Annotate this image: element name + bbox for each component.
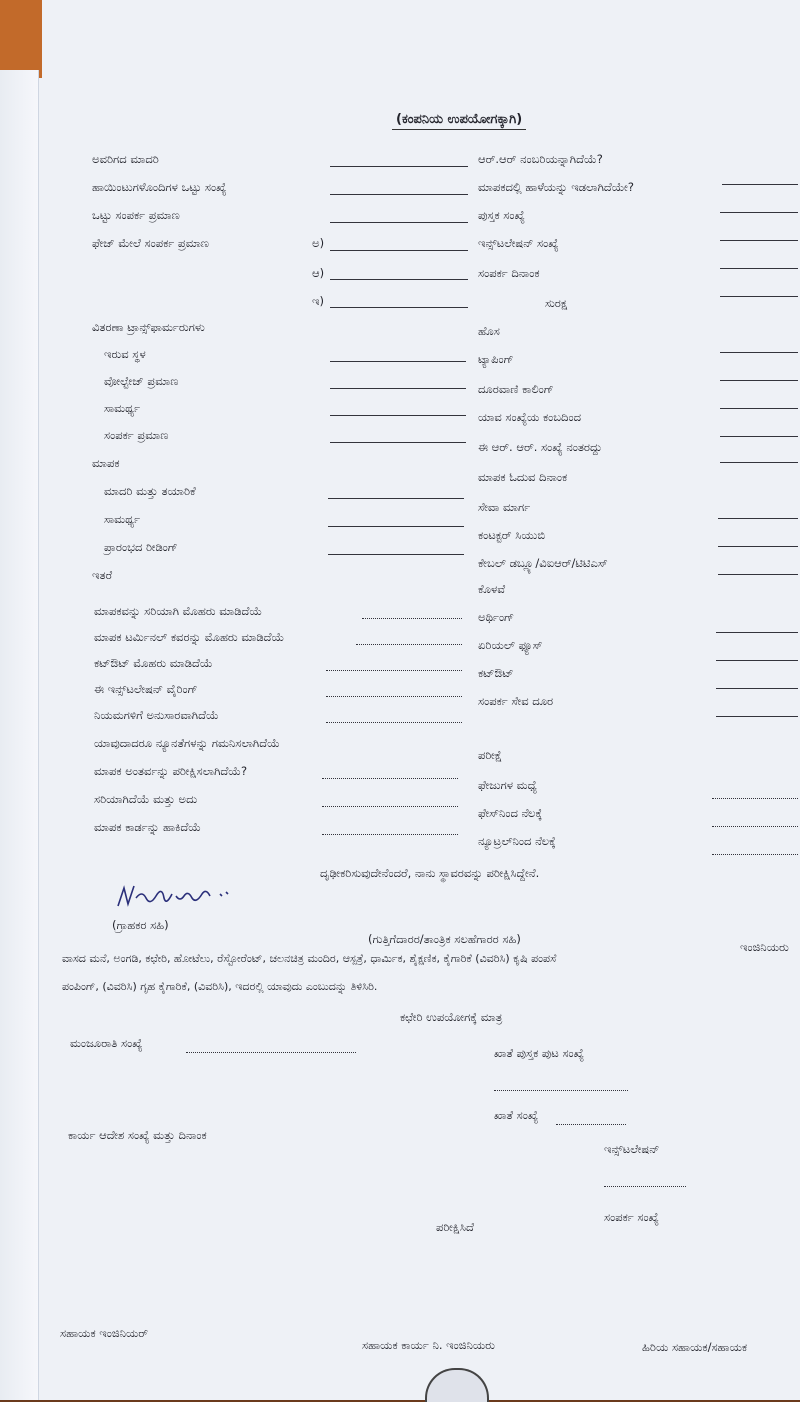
entry-line[interactable] [330,307,468,308]
entry-line[interactable] [712,854,798,855]
category-line-1: ವಾಸದ ಮನೆ, ಅಂಗಡಿ, ಕಛೇರಿ, ಹೋಟೆಲು, ರೆಸ್ಟೋರೆಂಟ್, ಚಲನಚಿತ್ರ ಮಂದಿರ, ಆಸ್ಪತ್ರೆ, ಧಾರ್ಮಿಕ, ಶೈಕ್ಷಣಿಕ, ಕೈಗಾರಿಕೆ (ವಿವರಿಸಿ) ಕೃಷಿ ಪಂಪಸೆ [62,952,557,965]
entry-line[interactable] [330,388,466,389]
field-label: ಹಾಯಿಂಟುಗಳೊಂದಿಗಳ ಒಟ್ಟು ಸಂಖ್ಯೆ [92,180,227,194]
entry-line[interactable] [716,660,798,661]
installation-label: ಇನ್ಸ್‌ಟಲೇಷನ್ [604,1142,660,1156]
sanction-no-line[interactable] [186,1052,356,1053]
entry-line[interactable] [712,798,798,799]
field-label: ಆರ್.ಆರ್ ನಂಬರಿಯನ್ನಾಗಿದೆಯೆ? [478,152,603,166]
entry-line[interactable] [330,279,468,280]
field-label: ನ್ಯೂಟ್ರಲ್‌ನಿಂದ ನೆಲಕ್ಕೆ [478,834,556,848]
customer-signature [110,880,270,916]
entry-line[interactable] [718,574,798,575]
entry-line[interactable] [718,518,798,519]
field-label: ಕೊಳವೆ [478,582,506,596]
field-label: ಯಾವ ಸಂಖ್ಯೆಯ ಕಂಬದಿಂದ [478,410,582,424]
office-seal [425,1368,489,1402]
engineer-label: ಇಂಜಿನಿಯರು [740,940,789,954]
entry-line[interactable] [356,644,462,645]
entry-line[interactable] [322,806,458,807]
entry-line[interactable] [712,826,798,827]
field-label: ಪ್ರಾರಂಭದ ರೀಡಿಂಗ್ [104,540,178,554]
field-label: ಸಾಮರ್ಥ್ಯ [104,512,141,526]
entry-line[interactable] [322,778,458,779]
entry-line[interactable] [326,670,462,671]
entry-line[interactable] [720,380,798,381]
ledger-page-line[interactable] [494,1090,628,1091]
field-label: ಇನ್ಸ್‌ಟಲೇಷನ್ ಸಂಖ್ಯೆ [478,236,559,250]
field-label: ಇರುವ ಸ್ಥಳ [104,347,146,361]
sub-marker: ಅ) [312,236,325,250]
entry-line[interactable] [720,268,798,269]
field-label: ಹೊಸ [478,324,500,338]
sub-marker: ಇ) [312,294,324,308]
entry-line[interactable] [722,184,798,185]
field-label: ಟ್ಯಾಪಿಂಗ್ [478,352,514,366]
field-label: ಸರಿಯಾಗಿದೆಯೆ ಮತ್ತು ಅದು [94,792,198,806]
entry-line[interactable] [328,498,464,499]
page-margin [0,70,39,1400]
field-label: ನಿಯಮಗಳಿಗೆ ಅನುಸಾರವಾಗಿದೆಯೆ [94,708,219,722]
field-label: ಪರೀಕ್ಷೆ [478,748,503,762]
account-no-label: ಖಾತೆ ಸಂಖ್ಯೆ [494,1108,539,1122]
field-label: ಸಂಪರ್ಕ ದಿನಾಂಕ [478,266,540,280]
entry-line[interactable] [718,546,798,547]
entry-line[interactable] [716,688,798,689]
field-label: ಅವರಿಗದ ಮಾದರಿ [92,152,159,166]
field-label: ಮಾದರಿ ಮತ್ತು ತಯಾರಿಕೆ [104,484,196,498]
field-label: ಈ ಇನ್ಸ್‌ಟಲೇಷನ್ ವೈರಿಂಗ್ [94,682,198,696]
entry-line[interactable] [330,222,468,223]
entry-line[interactable] [720,240,798,241]
entry-line[interactable] [716,632,798,633]
entry-line[interactable] [322,834,458,835]
field-label: ಸಂಪರ್ಕ ಸೇವ ದೂರ [478,694,554,708]
entry-line[interactable] [720,436,798,437]
account-no-line[interactable] [556,1124,626,1125]
field-label: ಇತರೆ [92,568,113,582]
field-label: ಫೇಸ್‌ನಿಂದ ನೆಲಕ್ಕೆ [478,806,543,820]
entry-line[interactable] [720,352,798,353]
entry-line[interactable] [720,462,798,463]
entry-line[interactable] [330,194,468,195]
field-label: ಯಾವುದಾದರೂ ನ್ಯೂನತೆಗಳನ್ನು ಗಮನಿಸಲಾಗಿದೆಯೆ [94,736,280,750]
sub-marker: ಆ) [312,266,325,280]
entry-line[interactable] [328,554,464,555]
field-label: ಪುಸ್ತಕ ಸಂಖ್ಯೆ [478,208,525,222]
certification-text: ದೃಢೀಕರಿಸುವುದೇನೆಂದರೆ, ನಾನು ಸ್ಥಾವರವನ್ನು ಪರೀಕ್ಷಿಸಿದ್ದೇನೆ. [320,866,540,880]
contractor-sign-label: (ಗುತ್ತಿಗೆದಾರರ/ತಾಂತ್ರಿಕ ಸಲಹೆಗಾರರ ಸಹಿ) [368,932,521,946]
entry-line[interactable] [330,166,468,167]
entry-line[interactable] [328,526,464,527]
entry-line[interactable] [330,442,466,443]
field-label: ಕಟ್‌ಔಟ್ [478,666,514,680]
entry-line[interactable] [716,716,798,717]
field-label: ಮಾಪಕ ಕಾರ್ಡನ್ನು ಹಾಕಿದೆಯೆ [94,820,202,834]
field-label: ದೂರವಾಣಿ ಕಾಲಿಂಗ್ [478,382,554,396]
field-label: ಸಾಮರ್ಥ್ಯ [104,401,141,415]
office-use-heading: ಕಛೇರಿ ಉಪಯೋಗಕ್ಕೆ ಮಾತ್ರ [400,1010,503,1024]
entry-line[interactable] [330,361,466,362]
category-line-2: ಪಂಪಿಂಗ್, (ವಿವರಿಸಿ) ಗೃಹ ಕೈಗಾರಿಕೆ, (ವಿವರಿಸಿ), ಇದರಲ್ಲಿ ಯಾವುದು ಎಂಬುದನ್ನು ತಿಳಿಸಿರಿ. [62,980,378,993]
installation-line[interactable] [604,1186,686,1187]
senior-asst-label: ಹಿರಿಯ ಸಹಾಯಕ/ಸಹಾಯಕ [642,1340,748,1354]
field-label: ಈ ಆರ್. ಆರ್. ಸಂಖ್ಯೆ ನಂತರದ್ದು [478,440,603,454]
field-label: ಫೇಜುಗಳ ಮಧ್ಯೆ [478,778,538,792]
field-label: ಕೇಬಲ್ ಡಬ್ಲ್ಯೂ/ವಿಐಆರ್/ಟಿಟಿಎಸ್ [478,556,608,570]
field-label: ಕಂಟಕ್ಟರ್ ಸಿಯುಬಿ [478,528,546,542]
ledger-page-label: ಖಾತೆ ಪುಸ್ತಕ ಪುಟ ಸಂಖ್ಯೆ [494,1046,585,1060]
asst-exec-engineer-label: ಸಹಾಯಕ ಕಾರ್ಯ ನಿ. ಇಂಜಿನಿಯರು [362,1338,495,1352]
entry-line[interactable] [720,296,798,297]
entry-line[interactable] [326,696,462,697]
field-label: ಕಟ್‌ಔಟ್ ಮೊಹರು ಮಾಡಿದೆಯೆ [94,656,213,670]
field-label: ಅರ್ಥಿಂಗ್ [478,610,515,624]
field-label: ಮಾಪಕವನ್ನು ಸರಿಯಾಗಿ ಮೊಹರು ಮಾಡಿದೆಯೆ [94,604,263,618]
sanction-no-label: ಮಂಜೂರಾತಿ ಸಂಖ್ಯೆ [70,1036,143,1050]
field-label: ವೋಲ್ಟೇಜ್ ಪ್ರಮಾಣ [104,374,179,388]
work-order-label: ಕಾರ್ಯ ಆದೇಶ ಸಂಖ್ಯೆ ಮತ್ತು ದಿನಾಂಕ [68,1128,207,1142]
inspected-label: ಪರೀಕ್ಷಿಸಿದೆ [436,1220,474,1234]
field-label: ಸೇವಾ ಮಾರ್ಗ [478,500,531,514]
entry-line[interactable] [326,722,462,723]
field-label: ಸಂಪರ್ಕ ಪ್ರಮಾಣ [104,428,169,442]
connection-no-label: ಸಂಪರ್ಕ ಸಂಖ್ಯೆ [604,1210,659,1224]
field-label: ಮಾಪಕದಲ್ಲಿ ಹಾಳೆಯನ್ನು ಇಡಲಾಗಿದೆಯೇ? [478,180,634,194]
field-label: ಏರಿಯಲ್ ಫ್ಯೂಸ್ [478,638,543,652]
entry-line[interactable] [330,250,468,251]
entry-line[interactable] [720,212,798,213]
folder-tab [0,0,42,78]
field-label: ವಿತರಣಾ ಟ್ರಾನ್ಸ್‌ಫಾರ್ಮರುಗಳು [92,320,205,334]
entry-line[interactable] [330,415,466,416]
field-label: ಮಾಪಕ ಟರ್ಮಿನಲ್ ಕವರನ್ನು ಮೊಹರು ಮಾಡಿದೆಯೆ [94,630,285,644]
entry-line[interactable] [362,618,462,619]
asst-engineer-label: ಸಹಾಯಕ ಇಂಜಿನಿಯರ್ [60,1326,149,1340]
field-label: ಸುರಕ್ಷ [545,296,568,310]
field-label: ಒಟ್ಟು ಸಂಪರ್ಕ ಪ್ರಮಾಣ [92,208,180,222]
customer-sign-label: (ಗ್ರಾಹಕರ ಸಹಿ) [112,918,169,932]
field-label: ಮಾಪಕ ಅಂತರ್ವನ್ನು ಪರೀಕ್ಷಿಸಲಾಗಿದೆಯೆ? [94,764,248,778]
entry-line[interactable] [720,408,798,409]
field-label: ಫೇಜ್ ಮೇಲೆ ಸಂಪರ್ಕ ಪ್ರಮಾಣ [92,236,209,250]
field-label: ಮಾಪಕ ಓದುವ ದಿನಾಂಕ [478,470,568,484]
form-heading: (ಕಂಪನಿಯ ಉಪಯೋಗಕ್ಕಾಗಿ) [392,112,526,130]
field-label: ಮಾಪಕ [92,456,120,470]
